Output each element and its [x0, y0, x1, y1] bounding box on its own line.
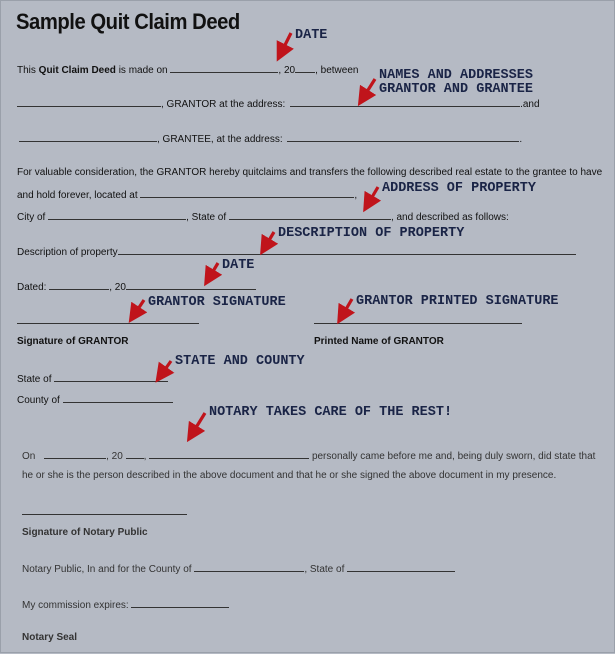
commission-line: My commission expires: [22, 598, 229, 611]
notary-line-1: On , 20 , personally came before me and, being duly sworn, did state that [22, 451, 596, 462]
notary-seal-label: Notary Seal [22, 632, 78, 643]
notary-signature-line[interactable] [22, 514, 187, 515]
grantor-address-blank[interactable] [290, 97, 520, 107]
notary-year-blank[interactable] [126, 449, 144, 459]
annotation-notary: NOTARY TAKES CARE OF THE REST! [209, 405, 453, 420]
signature-notary-label: Signature of Notary Public [22, 527, 148, 538]
annotation-names-2: GRANTOR AND GRANTEE [379, 82, 533, 97]
annotation-description: DESCRIPTION OF PROPERTY [278, 226, 465, 241]
signature-grantor-label: Signature of GRANTOR [17, 336, 129, 347]
city-blank[interactable] [48, 210, 186, 220]
arrow-address [368, 187, 378, 204]
commission-blank[interactable] [131, 598, 229, 608]
grantor-signature-line[interactable] [17, 323, 199, 324]
description-line: Description of property [17, 245, 576, 258]
grantor-printed-name-line[interactable] [314, 323, 522, 324]
notary-county-blank[interactable] [194, 562, 304, 572]
arrow-grantor-printed [342, 299, 352, 316]
dated-line: Dated: , 20 [17, 280, 256, 293]
grantee-line: , GRANTEE, at the address: . [19, 132, 522, 145]
intro-line: This Quit Claim Deed is made on , 20 , between [17, 65, 359, 76]
date-blank[interactable] [170, 63, 278, 73]
year-blank[interactable] [295, 63, 315, 73]
state-blank[interactable] [229, 210, 391, 220]
arrow-names [363, 79, 375, 98]
notary-county-line: Notary Public, In and for the County of , State of [22, 562, 455, 575]
annotation-date: DATE [295, 28, 328, 43]
grantee-address-blank[interactable] [287, 132, 519, 142]
description-blank[interactable] [118, 245, 576, 255]
grantor-name-blank[interactable] [17, 97, 161, 107]
notary-name-blank[interactable] [149, 449, 309, 459]
grantor-line: , GRANTOR at the address: .and [17, 97, 540, 110]
city-state-line: City of , State of , and described as follows: [17, 212, 509, 223]
dated-year-blank[interactable] [126, 280, 256, 290]
arrow-date-2 [209, 263, 218, 278]
arrow-grantor-signature [134, 300, 144, 315]
arrow-notary [192, 413, 205, 434]
annotation-date-2: DATE [222, 258, 255, 273]
consideration-line-1: For valuable consideration, the GRANTOR hereby quitclaims and transfers the following described real estate to the grantee to have [17, 167, 603, 178]
deed-name: Quit Claim Deed [38, 65, 116, 76]
dated-blank[interactable] [49, 280, 109, 290]
annotation-state-county: STATE AND COUNTY [175, 354, 305, 369]
arrow-date [281, 33, 291, 53]
grantee-name-blank[interactable] [19, 132, 157, 142]
printed-name-grantor-label: Printed Name of GRANTOR [314, 336, 444, 347]
county-of-line: County of [17, 393, 173, 406]
notary-line-2: he or she is the person described in the above document and that he or she signed the above document in my presence. [22, 470, 557, 481]
property-location-blank[interactable] [140, 188, 354, 198]
state-of-blank[interactable] [54, 372, 168, 382]
notary-state-blank[interactable] [347, 562, 455, 572]
document-title: Sample Quit Claim Deed [16, 9, 240, 34]
county-of-blank[interactable] [63, 393, 173, 403]
annotation-names-1: NAMES AND ADDRESSES [379, 68, 533, 83]
annotation-address: ADDRESS OF PROPERTY [382, 181, 536, 196]
notary-date-blank[interactable] [44, 449, 106, 459]
annotation-grantor-signature: GRANTOR SIGNATURE [148, 295, 286, 310]
state-of-line: State of [17, 372, 168, 385]
annotation-grantor-printed: GRANTOR PRINTED SIGNATURE [356, 294, 559, 309]
consideration-line-2: and hold forever, located at , [17, 190, 358, 201]
